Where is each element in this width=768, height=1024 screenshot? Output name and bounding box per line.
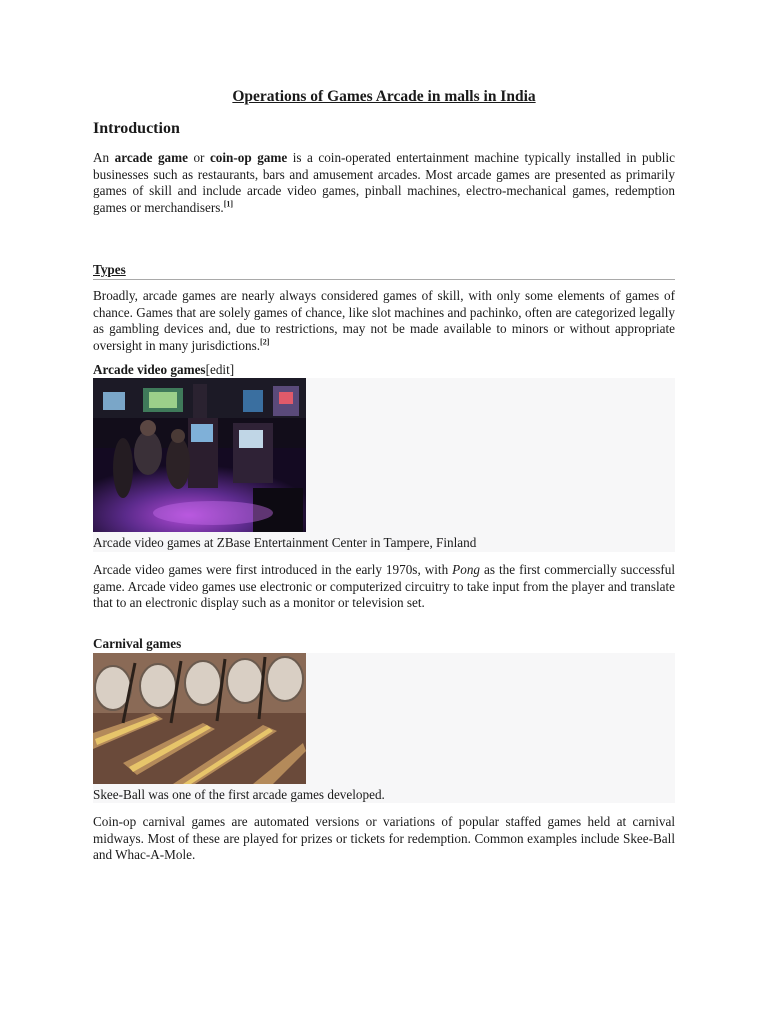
pong-title: Pong (452, 562, 481, 577)
document-title: Operations of Games Arcade in malls in India (232, 88, 536, 105)
arcade-video-games-heading: Arcade video games[edit] (93, 362, 235, 377)
arcade-photo (93, 378, 306, 532)
reference-2[interactable]: [2] (260, 337, 270, 347)
introduction-paragraph: An arcade game or coin-op game is a coin-operated entertainment machine typically installed in public businesses such as restaurants, bars and amusement arcades. Most arcade games are presented as primarily games of skill and include arcade video games, pinball machines, electro-mechanical games, redemption games or merchandisers.[1] (93, 150, 675, 215)
term-arcade-game: arcade game (114, 150, 188, 165)
term-coin-op-game: coin-op game (209, 150, 288, 165)
introduction-heading: Introduction (93, 120, 180, 137)
arcade-photo-caption: Arcade video games at ZBase Entertainment Center in Tampere, Finland (93, 535, 477, 550)
arcade-paragraph: Arcade video games were first introduced in the early 1970s, with Pong as the first commercially successful game. Arcade video games use electronic or computerized circuitry to take input from the player and translate that to an electronic display such as a monitor or television set. (93, 562, 675, 610)
carnival-paragraph: Coin-op carnival games are automated versions or variations of popular staffed games held at carnival midways. Most of these are played for prizes or tickets for redemption. Common examples include Skee-Ball and Whac-A-Mole. (93, 814, 675, 862)
skee-ball-photo-caption: Skee-Ball was one of the first arcade games developed. (93, 787, 385, 802)
types-heading: Types (93, 262, 675, 280)
reference-1[interactable]: [1] (223, 199, 234, 209)
types-paragraph: Broadly, arcade games are nearly always considered games of skill, with only some elements of games of chance. Games that are solely games of chance, like slot machines and pachinko, often are categorized legally as gambling devices and, due to restrictions, may not be made available to minors or without appropriate oversight in many jurisdictions.[2] (93, 288, 675, 353)
carnival-games-heading: Carnival games (93, 636, 182, 651)
skee-ball-photo (93, 653, 306, 784)
edit-link[interactable]: [edit] (205, 362, 235, 377)
